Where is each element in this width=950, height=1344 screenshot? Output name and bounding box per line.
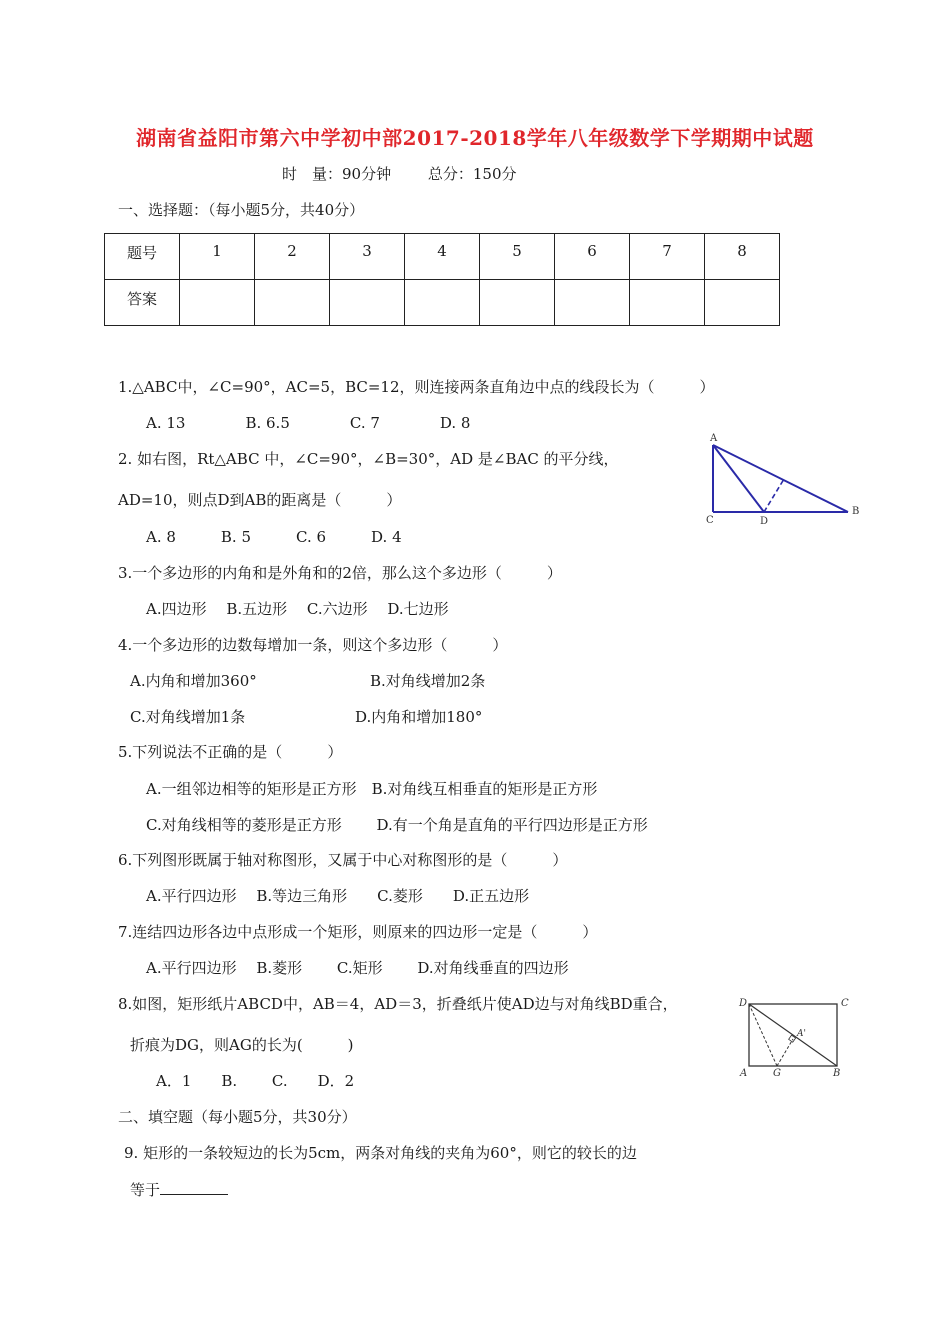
table-header-cell: 题号 (105, 234, 180, 280)
triangle-figure (700, 430, 870, 530)
question-number-cell: 5 (480, 234, 555, 280)
section1-heading: 一、选择题：（每小题5分，共40分） (118, 201, 365, 219)
answer-cell[interactable] (180, 280, 255, 326)
time-label: 时 量：90分钟 (282, 165, 392, 183)
table-row (105, 280, 780, 326)
question-2-options: A. 8 B. 5 C. 6 D. 4 (146, 528, 402, 546)
question-number-cell: 4 (405, 234, 480, 280)
question-9-stem-line1: 9. 矩形的一条较短边的长为5cm，两条对角线的夹角为60°，则它的较长的边 (124, 1144, 637, 1162)
question-4-stem: 4.一个多边形的边数每增加一条，则这个多边形（ ） (118, 636, 508, 654)
question-number-cell: 3 (330, 234, 405, 280)
question-6-stem: 6.下列图形既属于轴对称图形，又属于中心对称图形的是（ ） (118, 851, 568, 869)
question-4-option-d: D.内角和增加180° (355, 708, 483, 726)
table-row (105, 234, 780, 280)
answer-cell[interactable] (630, 280, 705, 326)
question-1-options: A. 13 B. 6.5 C. 7 D. 8 (146, 414, 471, 432)
question-number-cell: 6 (555, 234, 630, 280)
question-9-stem-line2 (130, 1179, 228, 1200)
question-7-options: A.平行四边形 B.菱形 C.矩形 D.对角线垂直的四边形 (146, 959, 569, 977)
figure-label-c: C (706, 515, 714, 526)
figure-label-a-prime: A' (797, 1029, 806, 1039)
question-6-options: A.平行四边形 B.等边三角形 C.菱形 D.正五边形 (146, 887, 530, 905)
answer-blank[interactable] (160, 1180, 228, 1195)
question-2-stem-line1: 2. 如右图，Rt△ABC 中，∠C=90°，∠B=30°，AD 是∠BAC 的平分线， (118, 450, 619, 468)
question-8-options: A．1 B. C. D．2 (156, 1072, 355, 1090)
question-number-cell: 7 (630, 234, 705, 280)
question-1-stem: 1.△ABC中，∠C=90°，AC=5，BC=12，则连接两条直角边中点的线段长为（ ） (118, 378, 715, 396)
rectangle-fold-figure (735, 992, 855, 1084)
answer-table (104, 233, 780, 326)
answer-cell[interactable] (555, 280, 630, 326)
figure-label-b: B (852, 506, 860, 517)
figure-label-d: D (760, 516, 769, 527)
question-5-options-ab: A.一组邻边相等的矩形是正方形 B.对角线互相垂直的矩形是正方形 (146, 780, 598, 798)
question-4-option-c: C.对角线增加1条 (130, 708, 246, 726)
figure-label-a: A (740, 1068, 748, 1079)
figure-label-a: A (710, 433, 718, 444)
answer-cell[interactable] (255, 280, 330, 326)
exam-info (282, 163, 549, 184)
question-9-label: 等于 (130, 1181, 161, 1199)
question-8-stem-line1: 8.如图，矩形纸片ABCD中，AB＝4，AD＝3，折叠纸片使AD边与对角线BD重合， (118, 995, 678, 1013)
answer-cell[interactable] (705, 280, 780, 326)
figure-label-c: C (841, 998, 849, 1009)
figure-label-d: D (739, 998, 748, 1009)
question-2-stem-line2: AD=10，则点D到AB的距离是（ ） (118, 491, 402, 509)
question-5-stem: 5.下列说法不正确的是（ ） (118, 743, 343, 761)
answer-cell[interactable] (480, 280, 555, 326)
question-number-cell: 1 (180, 234, 255, 280)
question-3-options: A.四边形 B.五边形 C.六边形 D.七边形 (146, 600, 449, 618)
question-number-cell: 2 (255, 234, 330, 280)
question-3-stem: 3.一个多边形的内角和是外角和的2倍，那么这个多边形（ ） (118, 564, 562, 582)
score-label: 总分：150分 (427, 165, 517, 183)
exam-title: 湖南省益阳市第六中学初中部2017-2018学年八年级数学下学期期中试题 (136, 126, 814, 150)
question-4-option-a: A.内角和增加360° (130, 672, 257, 690)
answer-cell[interactable] (405, 280, 480, 326)
table-header-cell: 答案 (105, 280, 180, 326)
figure-label-g: G (773, 1068, 781, 1079)
question-8-stem-line2: 折痕为DG，则AG的长为( ) (130, 1036, 354, 1054)
question-number-cell: 8 (705, 234, 780, 280)
section2-heading: 二、填空题（每小题5分，共30分） (118, 1108, 357, 1126)
question-4-option-b: B.对角线增加2条 (370, 672, 486, 690)
question-7-stem: 7.连结四边形各边中点形成一个矩形，则原来的四边形一定是（ ） (118, 923, 598, 941)
question-5-options-cd: C.对角线相等的菱形是正方形 D.有一个角是直角的平行四边形是正方形 (146, 816, 648, 834)
answer-cell[interactable] (330, 280, 405, 326)
figure-label-b: B (833, 1068, 841, 1079)
